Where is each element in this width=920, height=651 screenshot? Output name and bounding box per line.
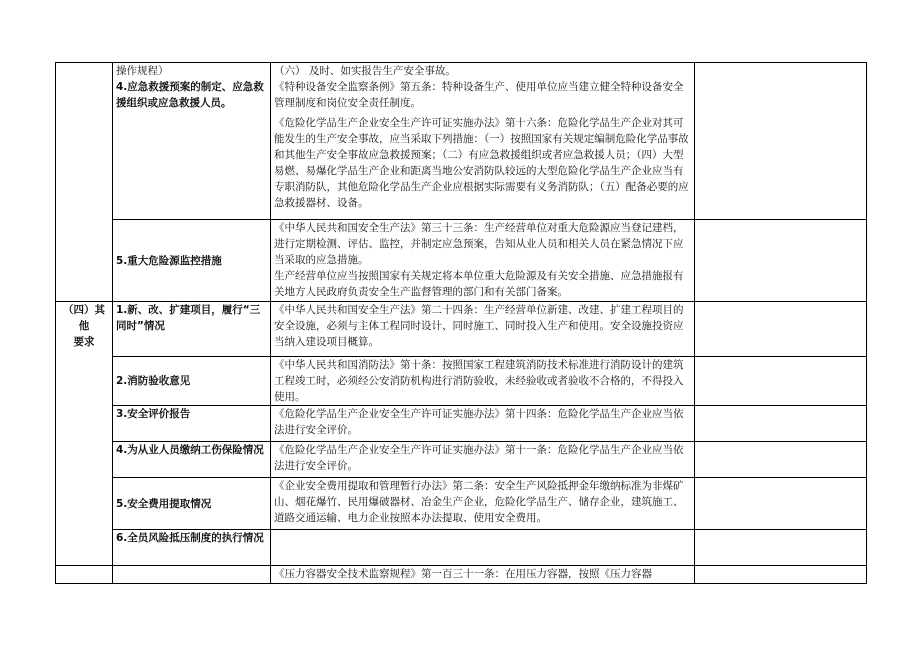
item-cell <box>113 478 271 530</box>
basis-paragraph: 《危险化学品生产企业安全生产许可证实施办法》第十六条：危险化学品生产企业对其可能发生的生产安全事故，应当采取下列措施：（一）按照国家有关规定编制危险化学品事故和其他生产安全事故应急救援预案；（二）有应急救援组织或者应急救援人员；（四）大型易燃、易爆化学品生产企业和距离当地公安消防队较远的大型危险化学品生产企业应当有专职消防队，其他危险化学品生产企业应根据实际需要有义务消防队；（五）配备必要的应急救援器材、设备。 <box>274 117 689 209</box>
result-cell <box>695 302 867 357</box>
basis-paragraph: （六） 及时、如实报告生产安全事故。 <box>274 65 456 77</box>
item-cell <box>113 302 271 357</box>
basis-paragraph: 《压力容器安全技术监察规程》第一百三十一条：在用压力容器，按照《压力容器 <box>274 568 652 580</box>
basis-cell <box>271 302 695 357</box>
basis-cell <box>271 442 695 478</box>
item-label: 6.全员风险抵压制度的执行情况 <box>116 532 264 544</box>
result-cell <box>695 530 867 566</box>
category-label-line: （四）其 <box>63 304 105 316</box>
table-row <box>56 357 867 406</box>
regulation-table <box>55 62 867 584</box>
basis-paragraph: 《中华人民共和国安全生产法》第三十三条：生产经营单位对重大危险源应当登记建档，进行定期检测、评估、监控，并制定应急预案，告知从业人员和相关人员在紧急情况下应当采取的应急措施。 <box>274 222 684 266</box>
basis-cell <box>271 357 695 406</box>
basis-paragraph: 生产经营单位应当按照国家有关规定将本单位重大危险源及有关安全措施、应急措施报有关地方人民政府负责安全生产监督管理的部门和有关部门备案。 <box>274 270 684 298</box>
basis-cell <box>271 406 695 442</box>
item-cell <box>113 442 271 478</box>
item-cell <box>113 566 271 584</box>
result-cell <box>695 220 867 302</box>
basis-cell <box>271 63 695 220</box>
item-label: 5.重大危险源监控措施 <box>116 254 222 267</box>
basis-cell <box>271 220 695 302</box>
item-cell <box>113 357 271 406</box>
basis-paragraph: 《中华人民共和国消防法》第十条：按照国家工程建筑消防技术标准进行消防设计的建筑工程竣工时，必须经公安消防机构进行消防验收，未经验收或者验收不合格的，不得投入使用。 <box>274 359 684 403</box>
category-cell-empty <box>56 566 113 584</box>
item-cell <box>113 530 271 566</box>
table-row <box>56 442 867 478</box>
item-label: 1.新、改、扩建项目，履行“三同时”情况 <box>116 304 261 332</box>
result-cell <box>695 63 867 220</box>
result-cell <box>695 566 867 584</box>
basis-cell <box>271 478 695 530</box>
table-row <box>56 406 867 442</box>
basis-paragraph: 《特种设备安全监察条例》第五条：特种设备生产、使用单位应当建立健全特种设备安全管理制度和岗位安全责任制度。 <box>274 81 684 109</box>
basis-cell <box>271 530 695 566</box>
item-cell <box>113 63 271 220</box>
table-row <box>56 302 867 357</box>
item-label: 3.安全评价报告 <box>116 408 191 420</box>
category-cell <box>56 302 113 566</box>
item-label: 4.为从业人员缴纳工伤保险情况 <box>116 444 264 456</box>
item-label: 4.应急救援预案的制定、应急救援组织或应急救援人员。 <box>116 81 264 109</box>
basis-paragraph: 《危险化学品生产企业安全生产许可证实施办法》第十一条：危险化学品生产企业应当依法进行安全评价。 <box>274 444 684 472</box>
item-prefix: 操作规程） <box>116 65 169 77</box>
result-cell <box>695 442 867 478</box>
item-label: 5.安全费用提取情况 <box>116 497 212 510</box>
table-row <box>56 63 867 220</box>
result-cell <box>695 357 867 406</box>
basis-cell <box>271 566 695 584</box>
item-cell <box>113 406 271 442</box>
category-cell-empty <box>56 63 113 302</box>
table-row <box>56 530 867 566</box>
item-cell <box>113 220 271 302</box>
basis-paragraph: 《中华人民共和国安全生产法》第二十四条：生产经营单位新建、改建、扩建工程项目的安全设施，必须与主体工程同时设计、同时施工、同时投入生产和使用。安全设施投资应当纳入建设项目概算。 <box>274 304 684 348</box>
basis-paragraph: 《企业安全费用提取和管理暂行办法》第二条：安全生产风险抵押金年缴纳标准为非煤矿山、烟花爆竹、民用爆破器材、冶金生产企业，危险化学品生产、储存企业，建筑施工、道路交通运输、电力企业按照本办法提取、使用安全费用。 <box>274 480 684 524</box>
table-row <box>56 566 867 584</box>
result-cell <box>695 478 867 530</box>
category-label-line: 他 <box>78 320 90 332</box>
basis-paragraph: 《危险化学品生产企业安全生产许可证实施办法》第十四条：危险化学品生产企业应当依法进行安全评价。 <box>274 408 684 436</box>
category-label-line: 要求 <box>73 336 95 348</box>
item-label: 2.消防验收意见 <box>116 375 191 387</box>
table-row <box>56 478 867 530</box>
table-row <box>56 220 867 302</box>
result-cell <box>695 406 867 442</box>
